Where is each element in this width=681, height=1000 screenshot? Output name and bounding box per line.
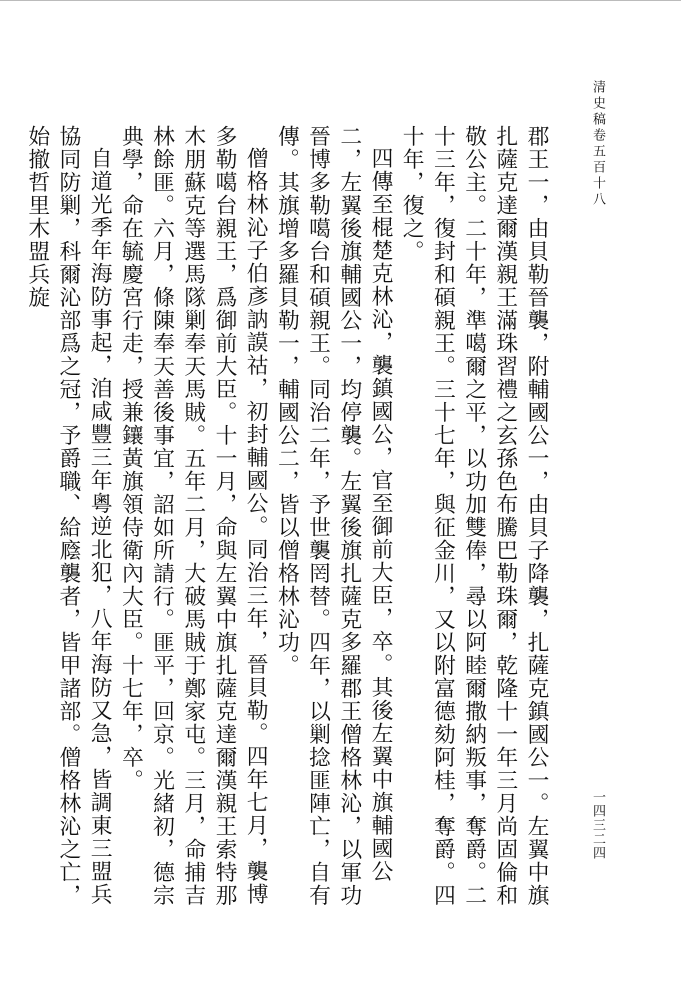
page-number: 一四三二四 [590,790,605,860]
paragraph-1: 郡王一，由貝勒晉襲，附輔國公一，由貝子降襲，扎薩克鎮國公一。左翼中旗扎薩克達爾漢親王滿珠習禮之玄孫色布騰巴勒珠爾，乾隆十一年三月尚固倫和敬公主。二十年，準噶爾之平，以功加雙俸，尋以阿睦爾撒納叛事，奪爵。二十三年，復封和碩親王。三十七年，與征金川，又以附富德劾阿桂，奪爵。四十年，復之。 [399,125,549,907]
paragraph-2: 四傳至棍楚克林沁，襲鎮國公，官至御前大臣，卒。其後左翼中旗輔國公二，左翼後旗輔國公一，均停襲。左翼後旗扎薩克多羅郡王僧格林沁，以軍功晉博多勒噶台和碩親王。同治二年，予世襲罔替。四年，以剿捻匪陣亡，自有傳。其旗增多羅貝勒一，輔國公二，皆以僧格林沁功。 [274,125,393,907]
top-border-line [0,0,681,1]
vertical-body-text [24,125,552,925]
paragraph-4: 自道光季年海防事起，洎咸豐三年粵逆北犯，八年海防又急，皆調東三盟兵協同防剿，科爾沁部爲之冠，予爵職、給廕襲者，皆甲諸部。僧格林沁之亡，始撤哲里木盟兵旋 [24,125,113,907]
running-header-title: 清史稿卷五百十八 [590,80,605,208]
paragraph-3: 僧格林沁子伯彥訥謨祜，初封輔國公。同治三年，晉貝勒。四年七月，襲博多勒噶台親王，爲御前大臣。十一月，命與左翼中旗扎薩克達爾漢親王索特那木朋蘇克等選馬隊剿奉天馬賊。五年二月，大破馬賊于鄭家屯。三月，命捕吉林餘匪。六月，條陳奉天善後事宜，詔如所請行。匪平，回京。光緒初，德宗典學，命在毓慶宮行走，授兼鑲黃旗領侍衛內大臣。十七年，卒。 [118,125,269,907]
